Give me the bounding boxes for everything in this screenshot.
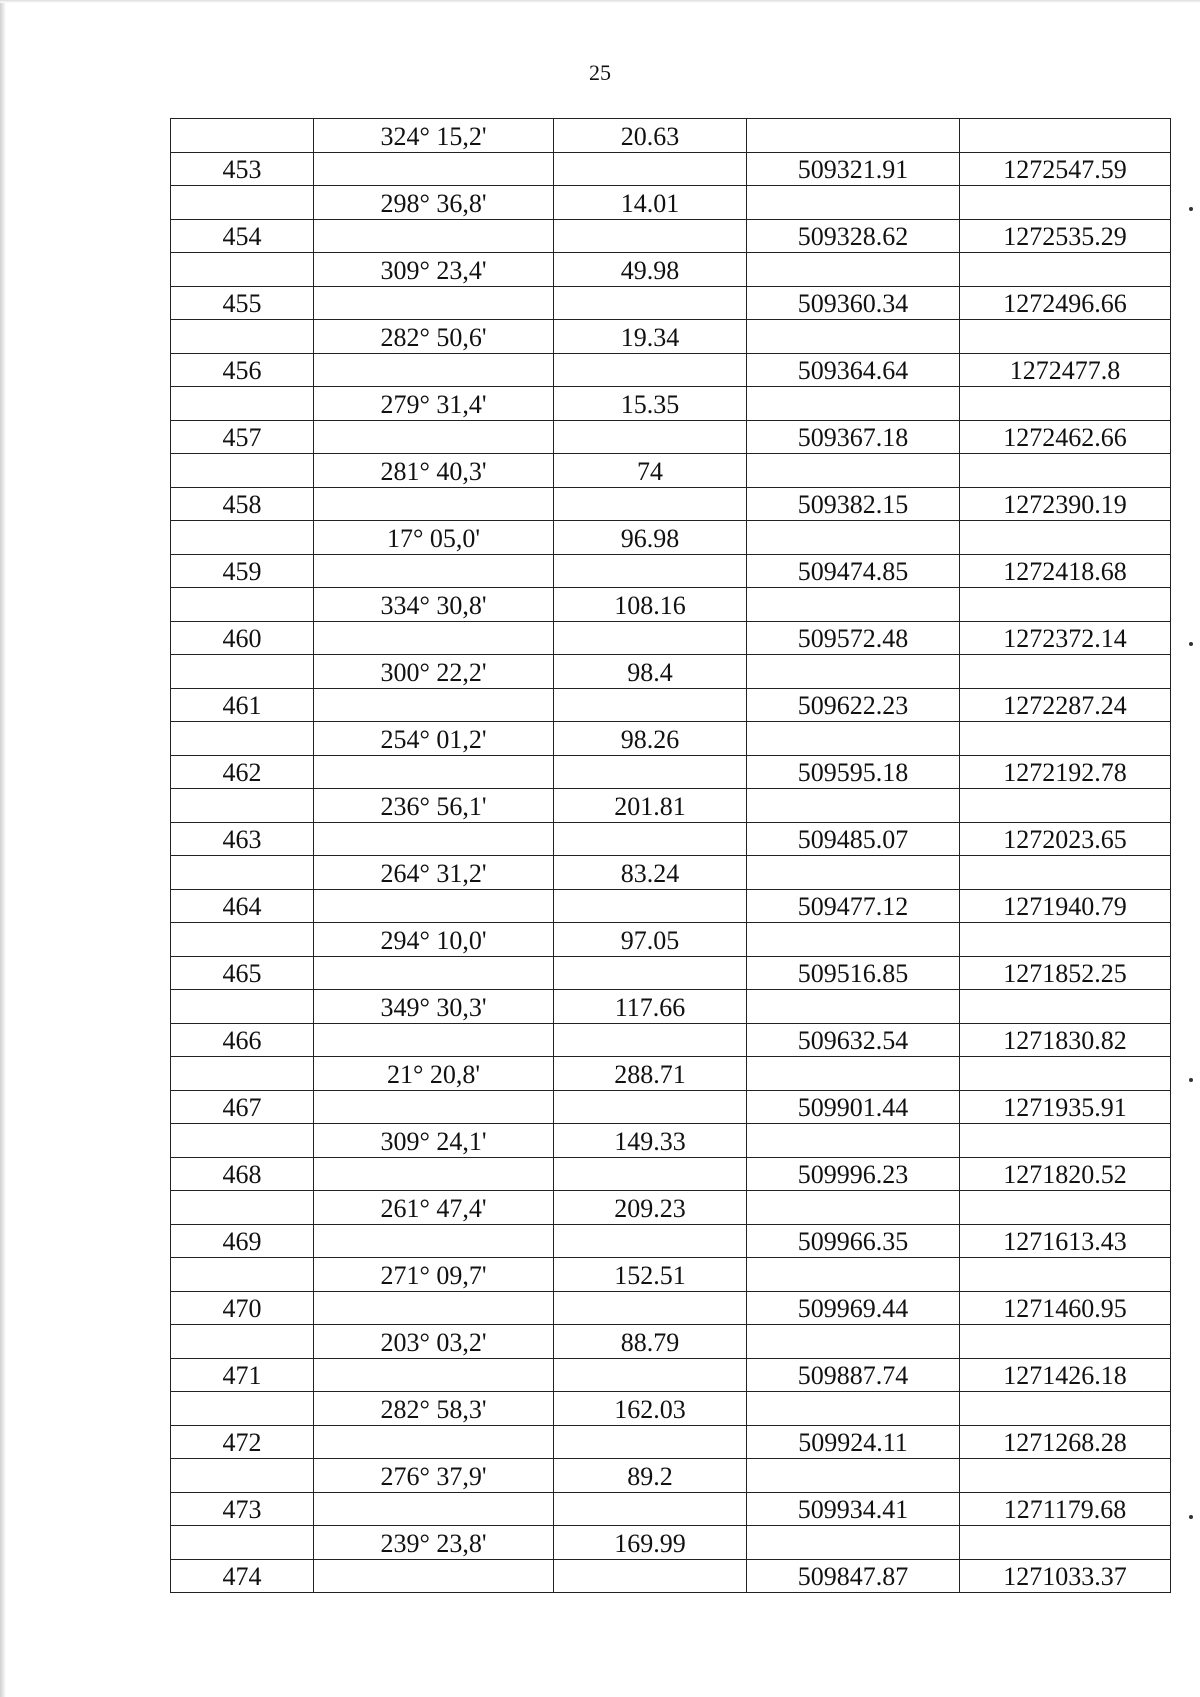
direction-angle-cell [314,1492,554,1526]
x-coordinate-cell [747,186,960,220]
x-coordinate-cell: 509622.23 [747,688,960,722]
y-coordinate-cell: 1272023.65 [960,822,1171,856]
direction-angle-cell [314,1358,554,1392]
point-row [171,1224,1171,1258]
point-number-cell [171,588,314,622]
distance-cell [554,1291,747,1325]
point-number-cell [171,1191,314,1225]
x-coordinate-cell: 509887.74 [747,1358,960,1392]
point-number-cell: 461 [171,688,314,722]
y-coordinate-cell: 1272372.14 [960,621,1171,655]
y-coordinate-cell: 1272418.68 [960,554,1171,588]
direction-angle-cell [314,755,554,789]
point-number-cell: 455 [171,286,314,320]
direction-angle-cell: 282° 58,3' [314,1392,554,1426]
direction-angle-cell: 324° 15,2' [314,119,554,153]
point-number-cell [171,789,314,823]
x-coordinate-cell [747,253,960,287]
distance-cell: 201.81 [554,789,747,823]
point-number-cell: 463 [171,822,314,856]
point-number-cell [171,856,314,890]
direction-angle-cell: 21° 20,8' [314,1057,554,1091]
segment-row [171,387,1171,421]
point-row [171,420,1171,454]
y-coordinate-cell [960,722,1171,756]
direction-angle-cell: 298° 36,8' [314,186,554,220]
x-coordinate-cell [747,1057,960,1091]
x-coordinate-cell [747,454,960,488]
distance-cell [554,1157,747,1191]
point-number-cell [171,387,314,421]
distance-cell [554,1425,747,1459]
point-number-cell: 454 [171,219,314,253]
distance-cell [554,286,747,320]
segment-row [171,1057,1171,1091]
direction-angle-cell [314,1559,554,1593]
y-coordinate-cell [960,655,1171,689]
distance-cell [554,420,747,454]
scan-top-edge [0,0,1200,3]
point-number-cell: 459 [171,554,314,588]
point-number-cell: 470 [171,1291,314,1325]
y-coordinate-cell [960,856,1171,890]
x-coordinate-cell: 509367.18 [747,420,960,454]
distance-cell: 83.24 [554,856,747,890]
x-coordinate-cell [747,387,960,421]
x-coordinate-cell: 509360.34 [747,286,960,320]
point-number-cell: 473 [171,1492,314,1526]
page-number: 25 [589,60,611,85]
x-coordinate-cell: 509934.41 [747,1492,960,1526]
y-coordinate-cell [960,253,1171,287]
point-row [171,822,1171,856]
point-row [171,554,1171,588]
point-row [171,1358,1171,1392]
distance-cell [554,1224,747,1258]
x-coordinate-cell: 509364.64 [747,353,960,387]
direction-angle-cell: 264° 31,2' [314,856,554,890]
direction-angle-cell: 300° 22,2' [314,655,554,689]
y-coordinate-cell [960,1526,1171,1560]
x-coordinate-cell: 509474.85 [747,554,960,588]
y-coordinate-cell: 1272192.78 [960,755,1171,789]
direction-angle-cell [314,1224,554,1258]
point-row [171,688,1171,722]
x-coordinate-cell [747,1526,960,1560]
point-number-cell: 471 [171,1358,314,1392]
point-number-cell [171,1392,314,1426]
distance-cell [554,219,747,253]
y-coordinate-cell [960,1057,1171,1091]
point-row [171,1157,1171,1191]
segment-row [171,1392,1171,1426]
point-row [171,1425,1171,1459]
direction-angle-cell: 309° 24,1' [314,1124,554,1158]
direction-angle-cell [314,1157,554,1191]
point-number-cell [171,655,314,689]
x-coordinate-cell: 509969.44 [747,1291,960,1325]
direction-angle-cell [314,1425,554,1459]
y-coordinate-cell: 1271935.91 [960,1090,1171,1124]
y-coordinate-cell [960,454,1171,488]
distance-cell: 108.16 [554,588,747,622]
y-coordinate-cell: 1271460.95 [960,1291,1171,1325]
point-number-cell [171,722,314,756]
segment-row [171,454,1171,488]
point-row [171,152,1171,186]
distance-cell: 149.33 [554,1124,747,1158]
x-coordinate-cell [747,1459,960,1493]
distance-cell: 288.71 [554,1057,747,1091]
segment-row [171,789,1171,823]
distance-cell: 96.98 [554,521,747,555]
point-number-cell: 456 [171,353,314,387]
point-row [171,219,1171,253]
y-coordinate-cell: 1271940.79 [960,889,1171,923]
x-coordinate-cell: 509966.35 [747,1224,960,1258]
y-coordinate-cell: 1272547.59 [960,152,1171,186]
direction-angle-cell [314,1090,554,1124]
point-number-cell [171,1526,314,1560]
point-row [171,487,1171,521]
x-coordinate-cell [747,1325,960,1359]
distance-cell: 98.26 [554,722,747,756]
point-row [171,889,1171,923]
y-coordinate-cell: 1272287.24 [960,688,1171,722]
y-coordinate-cell [960,1325,1171,1359]
distance-cell [554,1023,747,1057]
direction-angle-cell [314,822,554,856]
margin-mark [1189,1515,1193,1519]
x-coordinate-cell [747,990,960,1024]
segment-row [171,521,1171,555]
distance-cell: 74 [554,454,747,488]
direction-angle-cell [314,286,554,320]
distance-cell [554,1559,747,1593]
direction-angle-cell: 236° 56,1' [314,789,554,823]
distance-cell: 97.05 [554,923,747,957]
y-coordinate-cell [960,1459,1171,1493]
x-coordinate-cell [747,722,960,756]
distance-cell [554,755,747,789]
distance-cell [554,889,747,923]
x-coordinate-cell: 509996.23 [747,1157,960,1191]
distance-cell [554,1090,747,1124]
distance-cell: 15.35 [554,387,747,421]
direction-angle-cell [314,688,554,722]
x-coordinate-cell [747,856,960,890]
distance-cell: 88.79 [554,1325,747,1359]
distance-cell [554,956,747,990]
segment-row [171,119,1171,153]
distance-cell [554,554,747,588]
point-number-cell [171,119,314,153]
y-coordinate-cell: 1272535.29 [960,219,1171,253]
direction-angle-cell: 203° 03,2' [314,1325,554,1359]
point-row [171,956,1171,990]
direction-angle-cell: 239° 23,8' [314,1526,554,1560]
point-number-cell [171,1124,314,1158]
direction-angle-cell [314,889,554,923]
y-coordinate-cell [960,1258,1171,1292]
x-coordinate-cell: 509572.48 [747,621,960,655]
distance-cell: 98.4 [554,655,747,689]
x-coordinate-cell [747,789,960,823]
point-number-cell: 462 [171,755,314,789]
point-number-cell: 464 [171,889,314,923]
segment-row [171,655,1171,689]
segment-row [171,588,1171,622]
direction-angle-cell [314,554,554,588]
distance-cell: 49.98 [554,253,747,287]
distance-cell [554,1358,747,1392]
distance-cell [554,621,747,655]
coordinates-table [170,118,1171,1593]
point-number-cell: 453 [171,152,314,186]
direction-angle-cell: 281° 40,3' [314,454,554,488]
distance-cell [554,152,747,186]
segment-row [171,923,1171,957]
distance-cell [554,487,747,521]
direction-angle-cell: 334° 30,8' [314,588,554,622]
point-row [171,1090,1171,1124]
y-coordinate-cell: 1272477.8 [960,353,1171,387]
x-coordinate-cell [747,119,960,153]
distance-cell: 169.99 [554,1526,747,1560]
x-coordinate-cell [747,1392,960,1426]
y-coordinate-cell: 1271426.18 [960,1358,1171,1392]
point-number-cell [171,454,314,488]
point-number-cell: 465 [171,956,314,990]
direction-angle-cell [314,487,554,521]
segment-row [171,990,1171,1024]
x-coordinate-cell: 509382.15 [747,487,960,521]
point-row [171,1023,1171,1057]
y-coordinate-cell [960,1124,1171,1158]
direction-angle-cell: 254° 01,2' [314,722,554,756]
direction-angle-cell [314,219,554,253]
x-coordinate-cell [747,588,960,622]
y-coordinate-cell: 1271613.43 [960,1224,1171,1258]
x-coordinate-cell [747,655,960,689]
y-coordinate-cell: 1271830.82 [960,1023,1171,1057]
point-number-cell: 472 [171,1425,314,1459]
x-coordinate-cell: 509632.54 [747,1023,960,1057]
distance-cell [554,822,747,856]
point-number-cell: 467 [171,1090,314,1124]
direction-angle-cell: 294° 10,0' [314,923,554,957]
y-coordinate-cell [960,521,1171,555]
segment-row [171,1459,1171,1493]
point-number-cell: 457 [171,420,314,454]
point-row [171,353,1171,387]
x-coordinate-cell: 509847.87 [747,1559,960,1593]
point-number-cell [171,320,314,354]
segment-row [171,1258,1171,1292]
distance-cell: 14.01 [554,186,747,220]
y-coordinate-cell: 1271268.28 [960,1425,1171,1459]
x-coordinate-cell: 509924.11 [747,1425,960,1459]
y-coordinate-cell [960,387,1171,421]
distance-cell: 89.2 [554,1459,747,1493]
x-coordinate-cell: 509328.62 [747,219,960,253]
point-row [171,621,1171,655]
point-row [171,755,1171,789]
point-number-cell [171,1057,314,1091]
direction-angle-cell [314,1291,554,1325]
point-number-cell: 474 [171,1559,314,1593]
direction-angle-cell [314,152,554,186]
x-coordinate-cell: 509516.85 [747,956,960,990]
direction-angle-cell [314,956,554,990]
point-number-cell [171,521,314,555]
direction-angle-cell [314,1023,554,1057]
segment-row [171,1325,1171,1359]
point-number-cell [171,253,314,287]
point-row [171,1291,1171,1325]
y-coordinate-cell [960,923,1171,957]
x-coordinate-cell: 509321.91 [747,152,960,186]
point-row [171,286,1171,320]
point-number-cell: 468 [171,1157,314,1191]
direction-angle-cell: 261° 47,4' [314,1191,554,1225]
point-number-cell: 466 [171,1023,314,1057]
point-number-cell [171,186,314,220]
y-coordinate-cell: 1271820.52 [960,1157,1171,1191]
segment-row [171,253,1171,287]
margin-mark [1189,642,1193,646]
x-coordinate-cell [747,1124,960,1158]
x-coordinate-cell [747,1191,960,1225]
point-row [171,1492,1171,1526]
coordinates-table-body [171,119,1171,1593]
x-coordinate-cell: 509477.12 [747,889,960,923]
direction-angle-cell [314,420,554,454]
y-coordinate-cell [960,1392,1171,1426]
y-coordinate-cell [960,119,1171,153]
margin-mark [1189,1078,1193,1082]
y-coordinate-cell: 1272462.66 [960,420,1171,454]
direction-angle-cell: 282° 50,6' [314,320,554,354]
direction-angle-cell: 279° 31,4' [314,387,554,421]
x-coordinate-cell: 509595.18 [747,755,960,789]
distance-cell: 20.63 [554,119,747,153]
distance-cell: 152.51 [554,1258,747,1292]
point-number-cell: 460 [171,621,314,655]
direction-angle-cell: 17° 05,0' [314,521,554,555]
distance-cell [554,1492,747,1526]
distance-cell: 209.23 [554,1191,747,1225]
point-number-cell: 469 [171,1224,314,1258]
y-coordinate-cell: 1272390.19 [960,487,1171,521]
distance-cell [554,353,747,387]
point-number-cell [171,990,314,1024]
x-coordinate-cell: 509901.44 [747,1090,960,1124]
y-coordinate-cell [960,990,1171,1024]
x-coordinate-cell [747,923,960,957]
distance-cell: 117.66 [554,990,747,1024]
x-coordinate-cell [747,521,960,555]
distance-cell: 19.34 [554,320,747,354]
point-row [171,1559,1171,1593]
y-coordinate-cell [960,588,1171,622]
segment-row [171,320,1171,354]
segment-row [171,1526,1171,1560]
direction-angle-cell [314,621,554,655]
segment-row [171,1191,1171,1225]
distance-cell [554,688,747,722]
segment-row [171,186,1171,220]
scan-left-edge [0,0,6,1697]
segment-row [171,722,1171,756]
x-coordinate-cell [747,320,960,354]
direction-angle-cell: 276° 37,9' [314,1459,554,1493]
segment-row [171,856,1171,890]
y-coordinate-cell: 1272496.66 [960,286,1171,320]
direction-angle-cell: 309° 23,4' [314,253,554,287]
direction-angle-cell [314,353,554,387]
y-coordinate-cell [960,1191,1171,1225]
point-number-cell [171,1325,314,1359]
point-number-cell [171,1258,314,1292]
y-coordinate-cell [960,186,1171,220]
y-coordinate-cell: 1271179.68 [960,1492,1171,1526]
point-number-cell: 458 [171,487,314,521]
direction-angle-cell: 349° 30,3' [314,990,554,1024]
segment-row [171,1124,1171,1158]
x-coordinate-cell: 509485.07 [747,822,960,856]
x-coordinate-cell [747,1258,960,1292]
distance-cell: 162.03 [554,1392,747,1426]
point-number-cell [171,1459,314,1493]
point-number-cell [171,923,314,957]
direction-angle-cell: 271° 09,7' [314,1258,554,1292]
margin-mark [1189,207,1193,211]
y-coordinate-cell: 1271852.25 [960,956,1171,990]
y-coordinate-cell: 1271033.37 [960,1559,1171,1593]
y-coordinate-cell [960,789,1171,823]
y-coordinate-cell [960,320,1171,354]
